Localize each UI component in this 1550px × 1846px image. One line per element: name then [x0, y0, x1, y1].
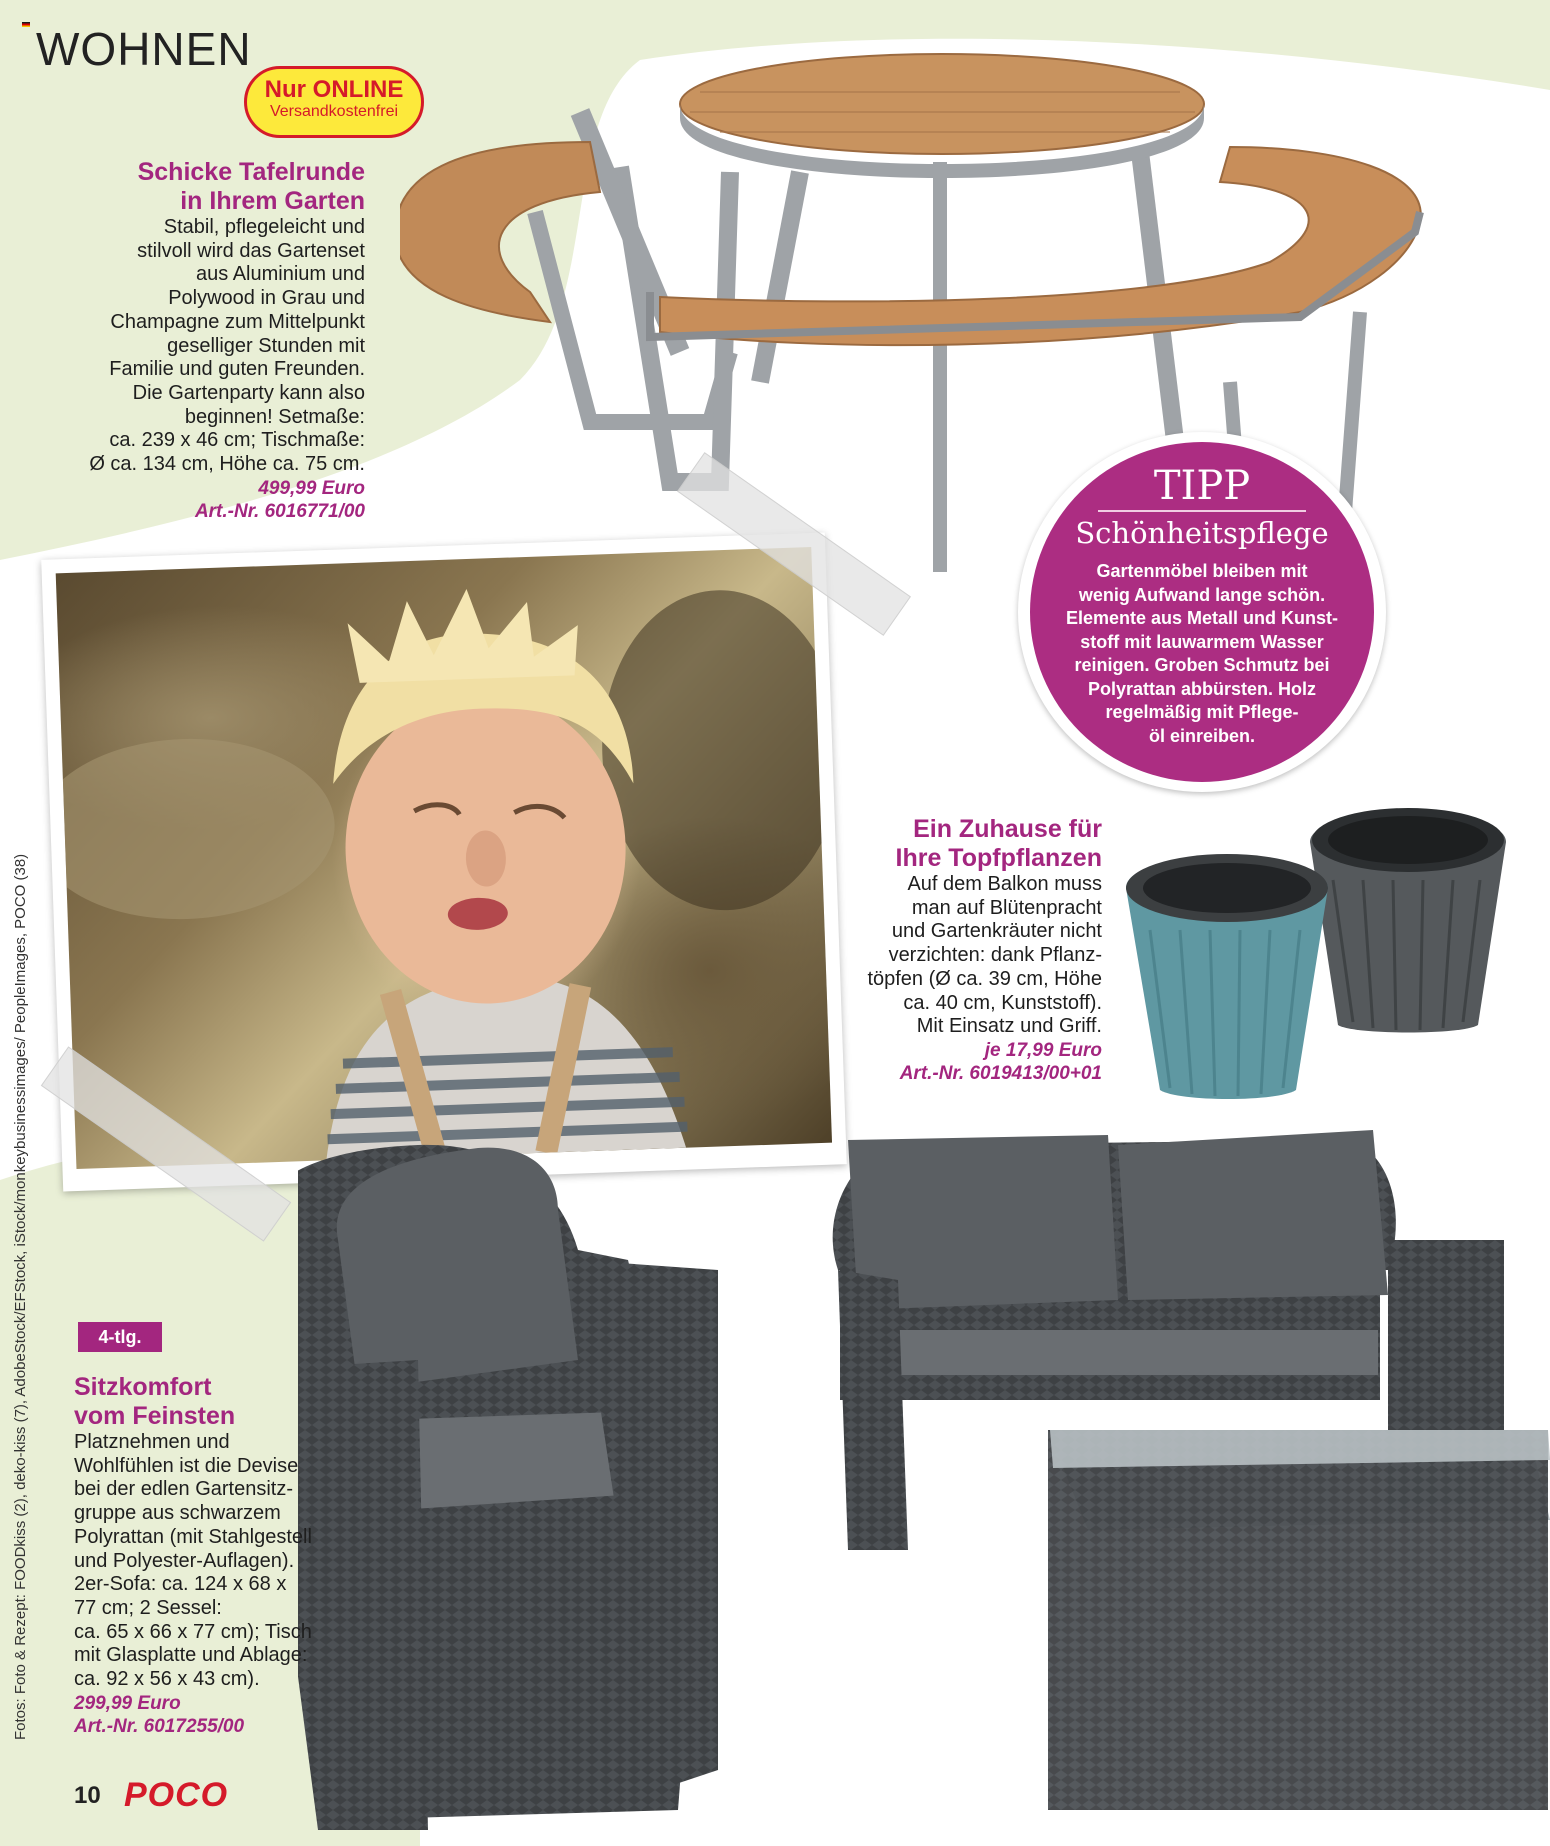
tipp-title: TIPP	[1153, 463, 1251, 509]
product-headline: Ein Zuhause für Ihre Topfpflanzen	[895, 815, 1102, 872]
child-photo	[41, 533, 847, 1192]
tipp-subtitle: Schönheitspflege	[1075, 516, 1329, 550]
product-article-number: Art.-Nr. 6019413/00+01	[899, 1063, 1102, 1085]
flag-icon	[22, 22, 30, 27]
rattan-furniture-image	[298, 1130, 1550, 1846]
product-headline: Sitzkomfort vom Feinsten	[74, 1373, 236, 1430]
badge-line-1: Nur ONLINE	[264, 76, 404, 103]
product-rattan-set	[74, 1373, 374, 1739]
poco-logo: POCO	[124, 1776, 229, 1814]
tipp-circle	[1030, 442, 1374, 782]
online-only-badge	[244, 66, 424, 138]
product-price: 299,99 Euro	[74, 1692, 181, 1714]
page-number: 10	[74, 1782, 101, 1809]
planters-image	[1118, 800, 1518, 1105]
badge-line-2: Versandkostenfrei	[269, 103, 399, 120]
product-table-set	[80, 158, 365, 524]
tipp-divider	[1098, 510, 1306, 512]
product-headline: Schicke Tafelrunde in Ihrem Garten	[137, 158, 365, 215]
product-planters	[860, 815, 1102, 1086]
tipp-text: Gartenmöbel bleiben mit wenig Aufwand lange schön. Elemente aus Metall und Kunst- stoff mit lauwarmem Wasser reinigen. Groben Schmutz bei Polyrattan abbürsten. Holz regelmäßig mit Pflege- öl einreiben.	[1065, 561, 1339, 746]
product-article-number: Art.-Nr. 6017255/00	[74, 1716, 245, 1738]
photo-credits: Fotos: Foto & Rezept: FOODkiss (2), deko-kiss (7), AdobeStock/EFStock, iStock/monkeybusinessimages/ PeopleImages, POCO (38)	[12, 853, 29, 1740]
set-pieces-tag: 4-tlg.	[78, 1322, 162, 1352]
product-price: je 17,99 Euro	[984, 1039, 1102, 1061]
section-title: WOHNEN	[36, 23, 252, 75]
photo-image	[56, 547, 832, 1169]
product-description: Platznehmen und Wohlfühlen ist die Devise bei der edlen Gartensitz- gruppe aus schwarzem Polyrattan (mit Stahlgestell und Polyester-Auflagen). 2er-Sofa: ca. 124 x 68 x 77 cm; 2 Sessel: ca. 65 x 66 x 77 cm); Tisch mit Glasplatte und Ablage: ca. 92 x 56 x 43 cm).	[74, 1431, 312, 1691]
product-description: Stabil, pflegeleicht und stilvoll wird das Gartenset aus Aluminium und Polywood in Grau und Champagne zum Mittelpunkt geselliger Stunden mit Familie und guten Freunden. Die Gartenparty kann also beginnen! Setmaße: ca. 239 x 46 cm; Tischmaße: Ø ca. 134 cm, Höhe ca. 75 cm.	[89, 216, 365, 476]
product-description: Auf dem Balkon muss man auf Blütenpracht und Gartenkräuter nicht verzichten: dank Pflanz- töpfen (Ø ca. 39 cm, Höhe ca. 40 cm, Kunststoff). Mit Einsatz und Griff.	[867, 873, 1102, 1038]
product-article-number: Art.-Nr. 6016771/00	[194, 501, 365, 523]
product-price: 499,99 Euro	[258, 477, 365, 499]
